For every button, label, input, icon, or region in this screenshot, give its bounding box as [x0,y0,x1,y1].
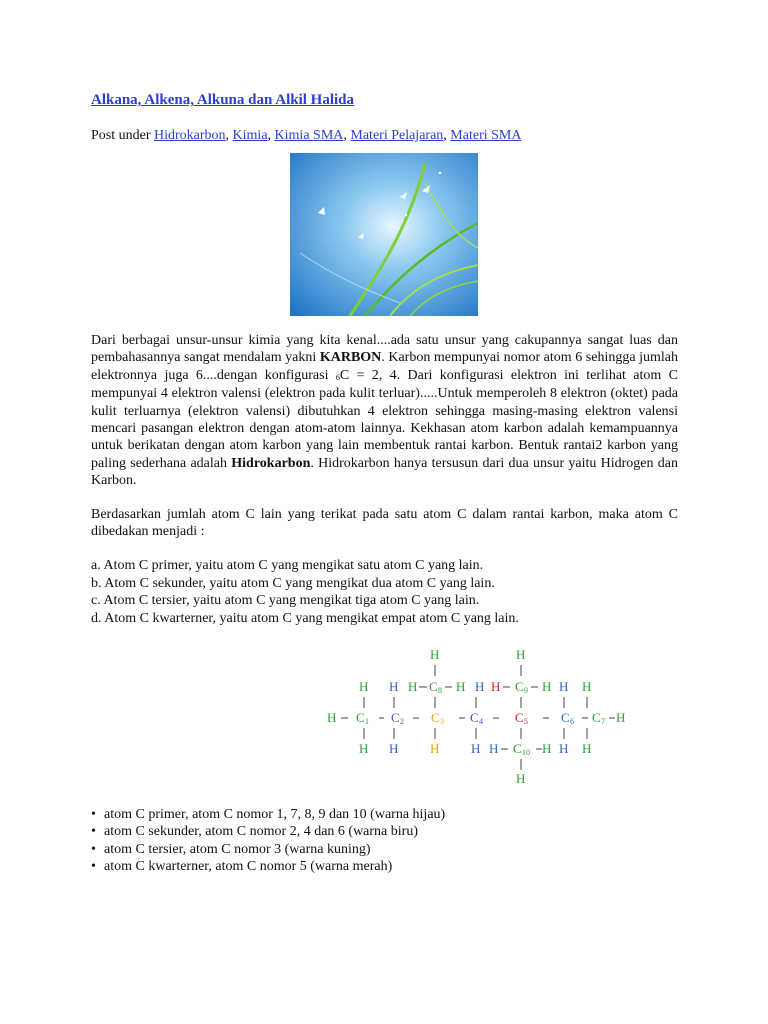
paragraph-text: Dari berbagai unsur-unsur kimia yang kita kenal....ada satu unsur yang cakupannya sangat luas dan pembahasannya sangat mendalam yakni [91,333,678,366]
legend-item-sekunder: • atom C sekunder, atom C nomor 2, 4 dan 6 (warna biru) [91,823,445,840]
carbon-atom-10: C [513,741,522,756]
carbon-atom-7: C [592,710,601,725]
carbon-atom-6-number: 6 [570,717,574,726]
legend-list [91,806,445,876]
carbon-atom-3-number: 3 [440,717,444,726]
carbon-chain-diagram [231,640,651,800]
hydrogen-atom: H [475,679,485,694]
post-categories: Post under Hidrokarbon, Kimia, Kimia SMA, Materi Pelajaran, Materi SMA [91,128,522,143]
hydrogen-atom: H [359,679,369,694]
hydrogen-atom: H [430,647,440,662]
category-link-kimia[interactable]: Kimia [232,128,268,143]
hydrogen-atom: H [516,647,526,662]
atomic-number-subscript: 6 [335,372,340,382]
carbon-atom-4: C [470,710,479,725]
category-link-materi-sma[interactable]: Materi SMA [450,128,522,143]
carbon-atom-8-number: 8 [438,686,442,695]
hydrogen-atom: H [491,679,501,694]
carbon-atom-9: C [515,679,524,694]
hydrogen-atom: H [359,741,369,756]
hydrogen-atom: H [559,741,569,756]
legend-item-primer: • atom C primer, atom C nomor 1, 7, 8, 9 dan 10 (warna hijau) [91,806,445,823]
carbon-atom-9-number: 9 [524,686,528,695]
paragraph-classification: Berdasarkan jumlah atom C lain yang terikat pada satu atom C dalam rantai karbon, maka atom C dibedakan menjadi : [91,507,678,540]
paragraph-text: . Hidrokarbon hanya tersusun dari dua unsur yaitu Hidrogen dan Karbon. [91,455,678,489]
carbon-atom-1-number: 1 [365,717,369,726]
post-under-label: Post under [91,128,151,143]
hydrogen-atom: H [582,741,592,756]
list-item: c. Atom C tersier, yaitu atom C yang mengikat tiga atom C yang lain. [91,593,480,608]
legend-item-kwarterner: • atom C kwarterner, atom C nomor 5 (warna merah) [91,858,445,875]
blue-leaf-illustration [290,153,478,316]
carbon-atom-3: C [431,710,440,725]
hydrogen-atom: H [542,741,552,756]
carbon-atom-5: C [515,710,524,725]
hydrogen-atom: H [516,771,526,786]
hydrogen-atom: H [430,741,440,756]
carbon-atom-2-number: 2 [400,717,404,726]
hydrogen-atom: H [582,679,592,694]
carbon-atom-7-number: 7 [601,717,605,726]
term-karbon: KARBON [319,350,382,366]
carbon-atom-2: C [391,710,400,725]
structural-formula [231,640,651,800]
list-item: b. Atom C sekunder, yaitu atom C yang mengikat dua atom C yang lain. [91,575,495,591]
legend-item-tersier: • atom C tersier, atom C nomor 3 (warna kuning) [91,841,445,858]
carbon-atom-1: C [356,710,365,725]
category-link-materi-pelajaran[interactable]: Materi Pelajaran [350,128,444,143]
hydrogen-atom: H [542,679,552,694]
hydrogen-atom: H [389,741,399,756]
hydrogen-atom: H [616,710,626,725]
carbon-atom-6: C [561,710,570,725]
hydrogen-atom: H [456,679,466,694]
hydrogen-atom: H [389,679,399,694]
carbon-type-list [91,557,519,627]
article-title[interactable]: Alkana, Alkena, Alkuna dan Alkil Halida [91,92,355,108]
hydrogen-atom: H [559,679,569,694]
hydrogen-atom: H [408,679,418,694]
carbon-atom-8: C [429,679,438,694]
paragraph-karbon [91,332,678,490]
hydrogen-atom: H [327,710,337,725]
category-link-kimia-sma[interactable]: Kimia SMA [274,128,344,143]
hero-image [290,153,478,316]
carbon-atom-5-number: 5 [524,717,528,726]
term-hidrokarbon: Hidrokarbon [231,455,311,471]
hydrogen-atom: H [471,741,481,756]
paragraph-text: . Karbon mempunyai nomor atom 6 sehingga jumlah elektronnya juga 6....dengan konfigurasi [91,350,679,383]
list-item: d. Atom C kwarterner, yaitu atom C yang mengikat empat atom C yang lain. [91,610,519,626]
carbon-atom-10-number: 10 [522,748,530,757]
carbon-atom-4-number: 4 [479,717,483,726]
category-link-hidrokarbon[interactable]: Hidrokarbon [154,128,226,143]
list-item: a. Atom C primer, yaitu atom C yang mengikat satu atom C yang lain. [91,558,484,573]
hydrogen-atom: H [489,741,499,756]
paragraph-text: C = 2, 4. Dari konfigurasi elektron ini terlihat atom C mempunyai 4 elektron valensi (elektron pada kulit terluar).....Untuk memperoleh 8 elektron (oktet) pada kulit terluarnya (elektron valensi) dibutuhkan 4 elektron sehingga masing-masing elektron valensi mencari pasangan elektron dengan atom-atom lainnya. Kekhasan atom karbon adalah kemampuannya untuk berikatan dengan atom karbon yang lain membentuk rantai karbon. Bentuk rantai2 karbon yang paling sederhana adalah [91,367,678,471]
